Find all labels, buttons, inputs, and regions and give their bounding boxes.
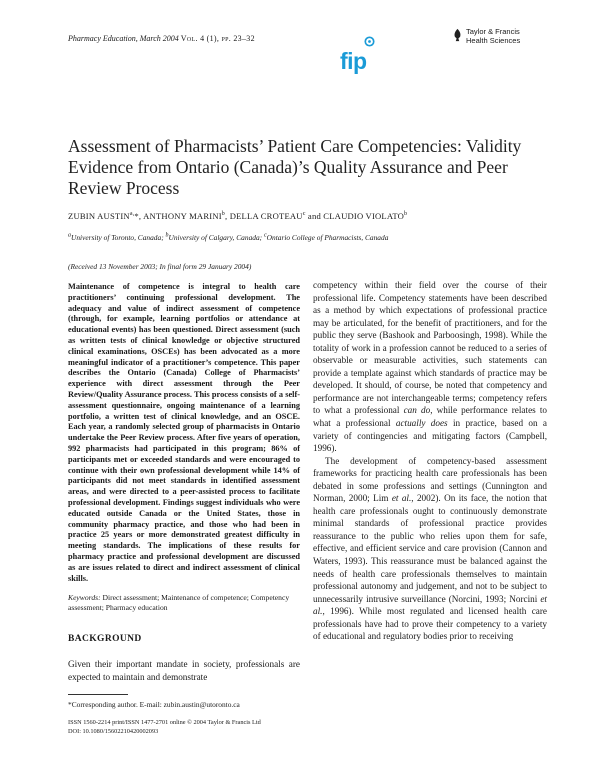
publisher-mark-icon: [452, 28, 463, 42]
affil-1-sup: a: [68, 232, 71, 239]
affil-3-sup: c: [263, 232, 267, 239]
affiliations: [68, 233, 548, 242]
affil-3: Ontario College of Pharmacists, Canada: [266, 233, 389, 242]
issn-footer: [68, 719, 348, 736]
journal-volume: Vol. 4 (1), pp. 23–32: [180, 34, 255, 43]
corresponding-author-note: *Corresponding author. E-mail: zubin.austin@utoronto.ca: [68, 700, 240, 709]
affil-2-sup: b: [165, 232, 169, 239]
body-text: The development of competency-based assessment frameworks for practicing health care professionals has been debated in some professions and settings (Cunnington and Norman, 2000; Lim: [313, 455, 547, 504]
abstract: Maintenance of competence is integral to health care practitioners’ continuing professional development. The adequacy and value of indirect assessment of competence (through, for example, learning portfolios or attendance at educational events) has been questioned. Direct assessment (such as written tests of clinical knowledge or objective structured clinical examinations, OSCEs) has been advocated as a more meaningful indicator of a practitioner’s competence. This paper describes the Ontario (Canada) College of Pharmacists’ experience with direct assessment through the Peer Review/Quality Assurance process. This process consists of a self-assessment questionnaire, ongoing maintenance of a learning portfolio, a written test of clinical knowledge, and an OSCE. Each year, a randomly selected group of pharmacists in Ontario undertake the Peer Review process. After five years of operation, 992 pharmacists had participated in this program; 86% of participants met or exceeded standards and were encouraged to continue with their own professional development while 14% of participants did not meet standards in identified assessment areas, and were directed to a peer-assisted process to facilitate professional development. Findings suggest individuals who were educated outside Canada or the United States, those in community pharmacy practice, and those who had been in practice 25 years or more demonstrated greatest difficulty in meeting standards. The implications of these results for pharmacy practice and professional development are discussed as are issues related to direct and indirect assessment of clinical skills.: [68, 282, 300, 583]
author-1: ZUBIN AUSTIN: [68, 211, 130, 221]
affil-1: University of Toronto, Canada;: [71, 233, 166, 242]
author-1-star: *: [134, 211, 139, 221]
author-2: ANTHONY MARINI: [143, 211, 222, 221]
affil-2: University of Calgary, Canada;: [168, 233, 264, 242]
intro-paragraph: Given their important mandate in society, professionals are expected to maintain and demonstrate: [68, 659, 300, 682]
doi-line: DOI: 10.1080/15602210420002093: [68, 727, 159, 735]
body-paragraph-2: [313, 455, 547, 643]
author-separator: ,: [138, 211, 144, 221]
fip-circle-icon: [364, 36, 375, 47]
body-text: , 2002). On its face, the notion that health care professionals ought to continuously demonstrate minimal standards of professional practice provides reassurance to the public who relies upon them for safe, effective, and efficient service and care provision (Cannon and Waters, 1993). This reassurance must be balanced against the needs of health care professionals themselves to maintain professional autonomy and judgement, and not to be subject to unnecessarily intrusive surveillance (Norcini, 1993; Norcini: [313, 493, 547, 604]
author-4-sup: b: [404, 211, 408, 218]
author-separator: and: [305, 211, 324, 221]
author-1-sup: a,: [129, 211, 135, 218]
author-separator: ,: [224, 211, 230, 221]
keywords-text: Direct assessment; Maintenance of competence; Competency assessment; Pharmacy education: [68, 593, 290, 612]
body-emphasis: et al.: [313, 593, 547, 617]
keywords: [68, 593, 300, 613]
fip-logo-text: fip: [340, 48, 367, 74]
author-4: CLAUDIO VIOLATO: [323, 211, 405, 221]
author-3: DELLA CROTEAU: [229, 211, 303, 221]
author-3-sup: c: [302, 211, 306, 218]
body-emphasis: et al.: [391, 493, 412, 504]
body-text: , while performance relates to what a professional: [313, 405, 548, 429]
publisher-logo: [450, 27, 560, 45]
author-list: [68, 211, 548, 221]
body-text: in practice, based on a variety of contingencies and mitigating factors (Campbell, 1996).: [313, 418, 548, 454]
section-heading-background: BACKGROUND: [68, 634, 142, 644]
received-dates: (Received 13 November 2003; In final form 29 January 2004): [68, 262, 252, 271]
publisher-imprint: Health Sciences: [466, 36, 521, 45]
journal-citation: [68, 34, 255, 43]
body-right-column: [313, 279, 547, 643]
body-emphasis: can do: [403, 405, 431, 416]
body-paragraph-1: [313, 279, 547, 455]
journal-name: Pharmacy Education, March 2004: [68, 34, 179, 43]
author-2-sup: b: [221, 211, 225, 218]
footnote-rule: [68, 694, 128, 695]
article-title: Assessment of Pharmacists’ Patient Care Competencies: Validity Evidence from Ontario (Canada)’s Quality Assurance and Peer Review Process: [68, 136, 522, 198]
publisher-name: Taylor & Francis: [466, 27, 520, 36]
body-text: competency within their field over the course of their professional life. Competency statements have been described as a method by which expectations of professional practice may be articulated, for the benefit of practitioners, and for the public they serve (Bashook and Parboosingh, 1998). While the totality of work in a profession cannot be reduced to a series of observable or measurable activities, such statements can provide a template against which standards of practice may be developed. It should, of course, be noted that competency and performance are not interchangeable terms; competency refers to what a professional: [313, 280, 547, 416]
body-text: , 1996). While most regulated and licensed health care professionals have had to prove their competency to a variety of educational and regulatory bodies prior to receiving: [313, 606, 547, 642]
body-emphasis: actually does: [395, 418, 448, 429]
fip-logo: [338, 36, 386, 76]
issn-line: ISSN 1560-2214 print/ISSN 1477-2701 online © 2004 Taylor & Francis Ltd: [68, 719, 261, 726]
keywords-label: Keywords:: [68, 593, 101, 602]
